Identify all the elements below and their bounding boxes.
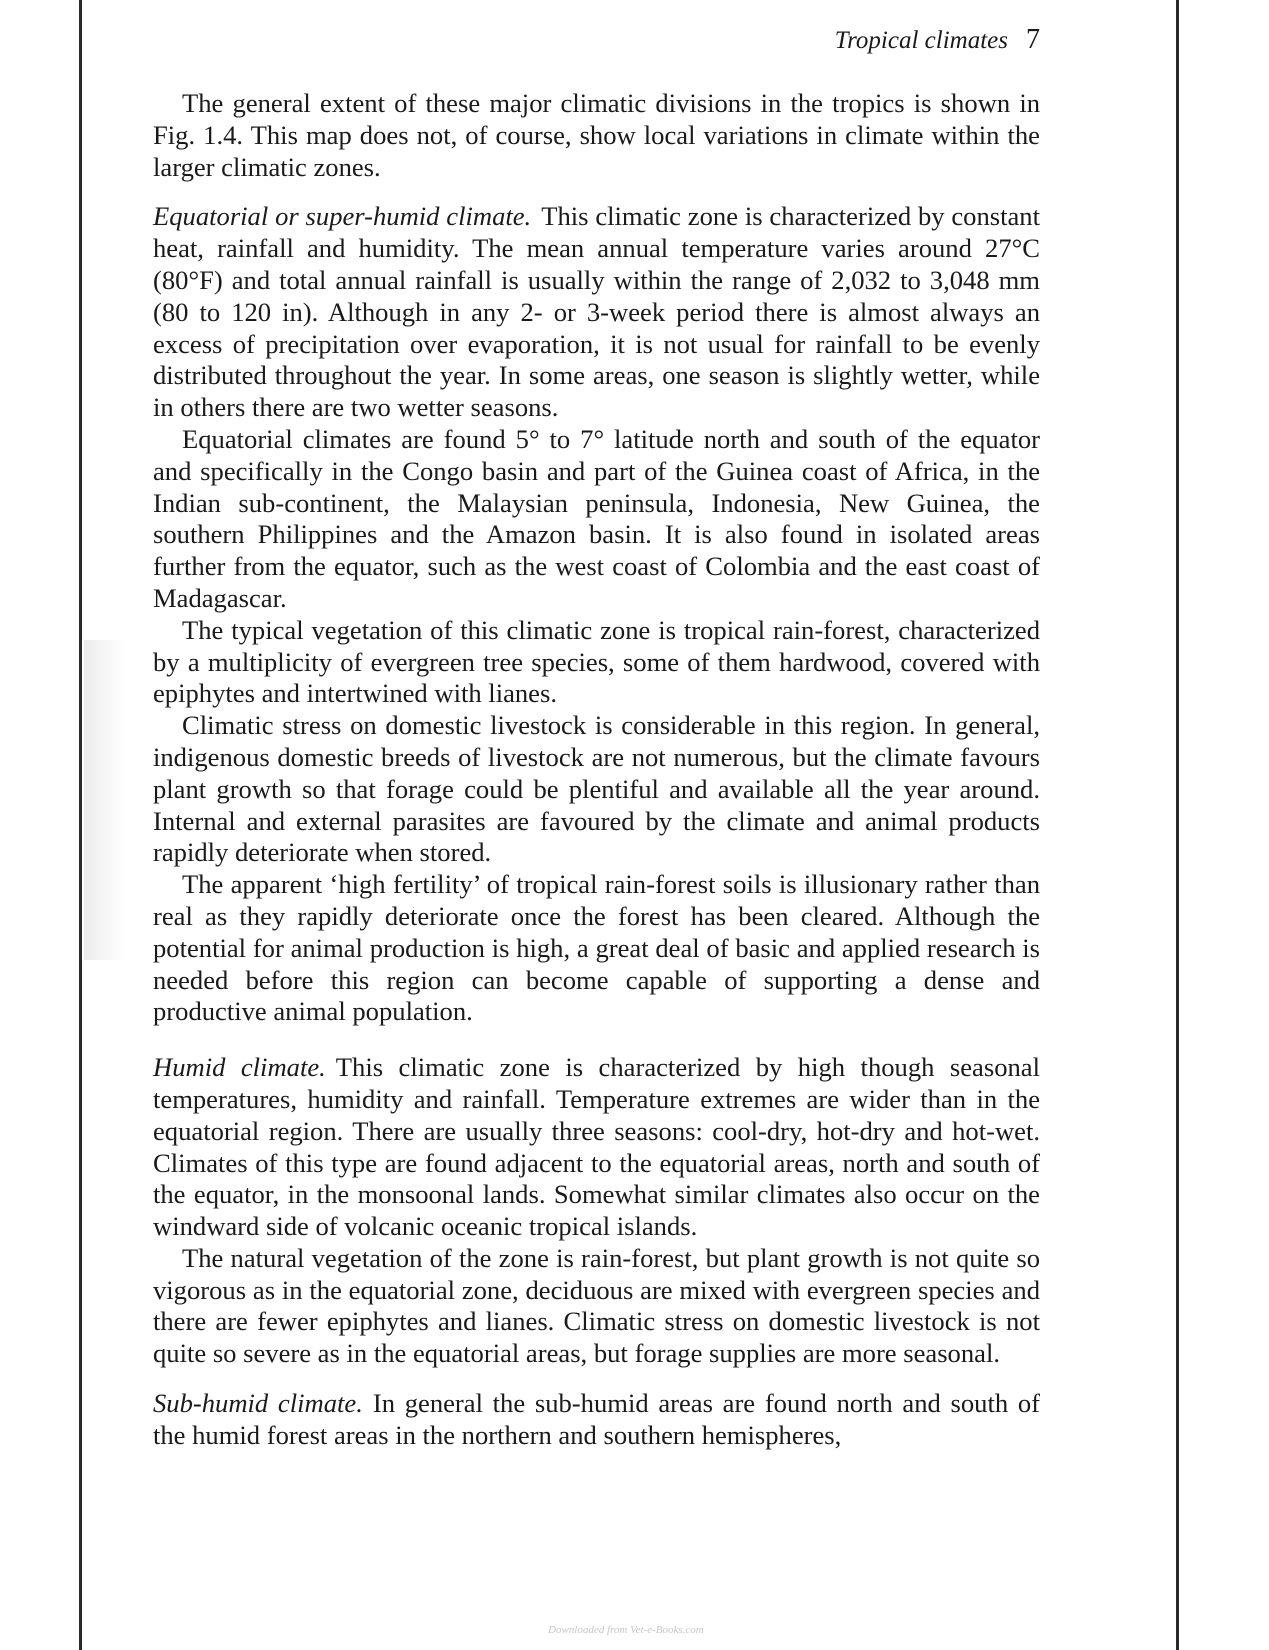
scan-left-edge: [79, 0, 82, 1650]
equatorial-heading: Equatorial or super-humid climate.: [153, 201, 532, 232]
scan-right-edge: [1176, 0, 1179, 1650]
download-watermark: Downloaded from Vet-e-Books.com: [548, 1624, 704, 1636]
equatorial-paragraph-1-text: This climatic zone is characterized by constant heat, rainfall and humidity. The mean annual temperature varies around 27°C (80°F) and total annual rainfall is usually within the range of 2,032 to 3,048 mm (80 to 120 in). Although in any 2- or 3-week period there is almost always an excess of precipitation over evaporation, it is not usual for rainfall to be evenly distributed throughout the year. In some areas, one season is slightly wetter, while in others there are two wetter seasons.: [153, 201, 1040, 423]
page-number: 7: [1026, 24, 1040, 55]
humid-paragraph-1: [153, 1052, 1040, 1243]
sub-humid-heading: Sub-humid climate.: [153, 1388, 363, 1419]
humid-heading: Humid climate.: [153, 1052, 326, 1083]
equatorial-paragraph-5: The apparent ‘high fertility’ of tropical rain-forest soils is illusionary rather than real as they rapidly deteriorate once the forest has been cleared. Although the potential for animal production is high, a great deal of basic and applied research is needed before this region can become capable of supporting a dense and productive animal population.: [153, 869, 1040, 1027]
sub-humid-paragraph-1: [153, 1388, 1040, 1452]
scan-shadow: [84, 640, 126, 960]
body-text: [153, 88, 1040, 1452]
humid-paragraph-1-text: This climatic zone is characterized by high though seasonal temperatures, humidity and rainfall. Temperature extremes are wider than in the equatorial region. There are usually three seasons: cool-dry, hot-dry and hot-wet. Climates of this type are found adjacent to the equatorial areas, north and south of the equator, in the monsoonal lands. Somewhat similar climates also occur on the windward side of volcanic oceanic tropical islands.: [153, 1052, 1040, 1242]
equatorial-paragraph-2: Equatorial climates are found 5° to 7° latitude north and south of the equator and specifically in the Congo basin and part of the Guinea coast of Africa, in the Indian sub-continent, the Malaysian peninsula, Indonesia, New Guinea, the southern Philippines and the Amazon basin. It is also found in isolated areas further from the equator, such as the west coast of Colombia and the east coast of Madagascar.: [153, 423, 1040, 613]
sub-humid-paragraph-1-text: In general the sub-humid areas are found north and south of the humid forest areas in the northern and southern hemispheres,: [153, 1388, 1040, 1450]
equatorial-paragraph-3: The typical vegetation of this climatic zone is tropical rain-forest, characterized by a multiplicity of evergreen tree species, some of them hardwood, covered with epiphytes and intertwined with lianes.: [153, 614, 1040, 709]
running-head: [835, 24, 1040, 57]
equatorial-paragraph-4: Climatic stress on domestic livestock is considerable in this region. In general, indigenous domestic breeds of livestock are not numerous, but the climate favours plant growth so that forage could be plentiful and available all the year around. Internal and external parasites are favoured by the climate and animal products rapidly deteriorate when stored.: [153, 710, 1040, 868]
equatorial-paragraph-1: [153, 201, 1040, 424]
running-head-title: Tropical climates: [834, 27, 1008, 54]
intro-paragraph: The general extent of these major climatic divisions in the tropics is shown in Fig. 1.4. This map does not, of course, show local variations in climate within the larger climatic zones.: [153, 88, 1040, 182]
humid-paragraph-2: The natural vegetation of the zone is rain-forest, but plant growth is not quite so vigorous as in the equatorial zone, deciduous are mixed with evergreen species and there are fewer epiphytes and lianes. Climatic stress on domestic livestock is not quite so severe as in the equatorial areas, but forage supplies are more seasonal.: [153, 1242, 1040, 1369]
